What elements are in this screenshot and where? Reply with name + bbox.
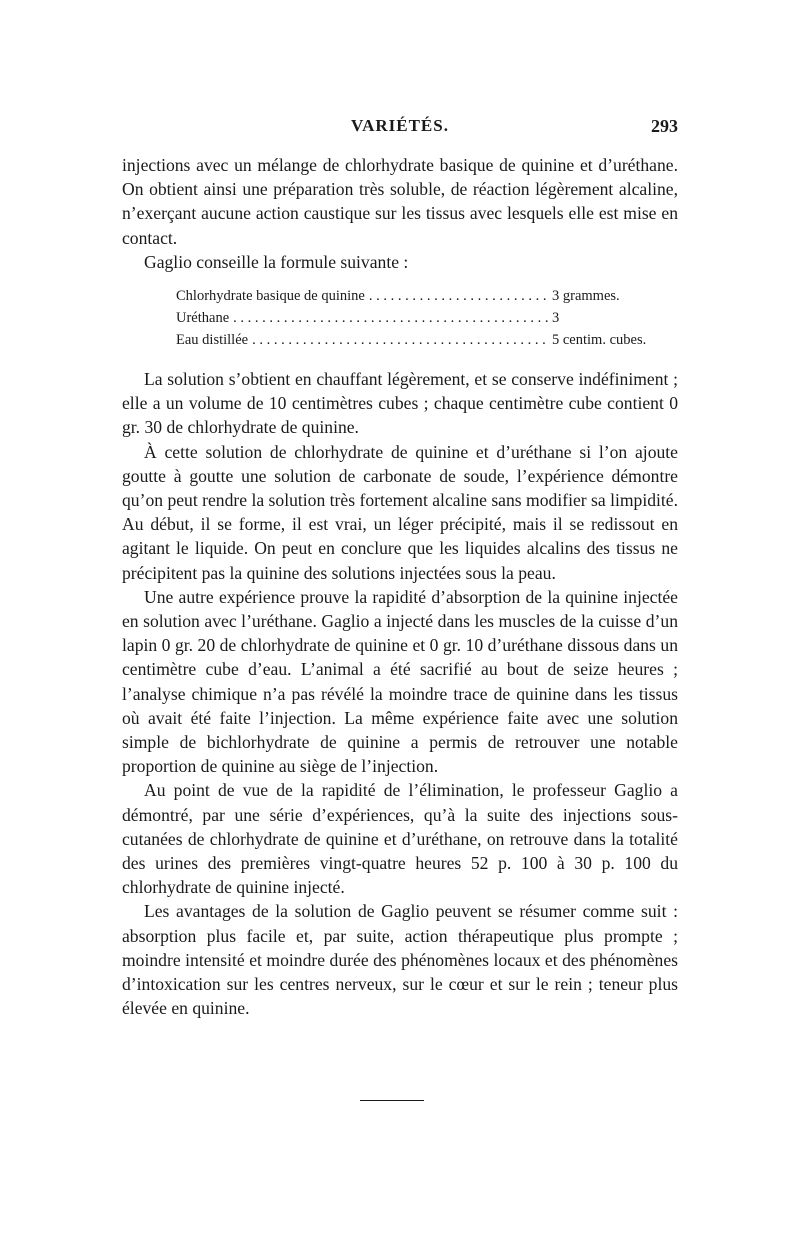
formula-quantity: 3 grammes. [552, 288, 620, 305]
page-number: 293 [651, 116, 678, 136]
formula-ingredient: Chlorhydrate basique de quinine [176, 288, 365, 305]
dot-leader [233, 307, 548, 329]
paragraph: Une autre expérience prouve la rapidité d’absorption de la quinine injectée en solution avec l’uréthane. Gaglio a injecté dans les muscles de la cuisse d’un lapin 0 gr. 20 de chlorhydrate de quinine et 0 gr. 10 d’uréthane dissous dans un centimètre cube d’eau. L’animal a été sacrifié au bout de seize heures ; l’analyse chimique n’a pas révélé la moindre trace de quinine dans les tissus où avait été faite l’injection. La même expérience faite avec une solution simple de bichlorhydrate de quinine a permis de retrouver une notable proportion de quinine au siège de l’injection. [122, 586, 678, 777]
paragraph-formula-intro: Gaglio conseille la formule suivante : [144, 251, 409, 272]
formula-row [176, 329, 660, 351]
paragraph: La solution s’obtient en chauffant légèrement, et se conserve indéfiniment ; elle a un volume de 10 centimètres cubes ; chaque centimètre cube contient 0 gr. 30 de chlorhydrate de quinine. [122, 369, 678, 438]
formula-quantity: 3 [552, 310, 560, 327]
page-header [122, 116, 678, 142]
dot-leader [369, 285, 548, 307]
dot-leader [252, 329, 548, 351]
formula-row [176, 307, 660, 329]
formula-ingredient: Uréthane [176, 310, 230, 327]
formula-ingredient: Eau distillée [176, 332, 249, 349]
running-title: VARIÉTÉS. [351, 116, 449, 135]
paragraph: Les avantages de la solution de Gaglio peuvent se résumer comme suit : absorption plus facile et, par suite, action thérapeutique plus prompte ; moindre intensité et moindre durée des phénomènes locaux et des phénomènes d’intoxication sur les centres nerveux, sur le cœur et sur le rein ; teneur plus élevée en quinine. [122, 901, 678, 1019]
end-rule [360, 1100, 424, 1101]
body-text [122, 153, 678, 1021]
paragraph: Au point de vue de la rapidité de l’élimination, le professeur Gaglio a démontré, par une série d’expériences, qu’à la suite des injections sous-cutanées de chlorhydrate de quinine et d’uréthane, on retrouve dans la totalité des urines des premières vingt-quatre heures 52 p. 100 à 30 p. 100 du chlorhydrate de quinine injecté. [122, 780, 678, 898]
formula-row [176, 285, 660, 307]
paragraph: À cette solution de chlorhydrate de quinine et d’uréthane si l’on ajoute goutte à goutte une solution de carbonate de soude, l’expérience démontre qu’on peut rendre la solution très fortement alcaline sans modifier sa limpidité. Au début, il se forme, il est vrai, un léger précipité, mais il se redissout en agitant le liquide. On peut en conclure que les liquides alcalins des tissus ne précipitent pas la quinine des solutions injectées sous la peau. [122, 441, 678, 583]
formula-table [176, 285, 660, 351]
formula-quantity: 5 centim. cubes. [552, 332, 647, 349]
paragraph-continuation: injections avec un mélange de chlorhydrate basique de quinine et d’uréthane. On obtient ainsi une préparation très soluble, de réaction légèrement alcaline, n’exerçant aucune action caustique sur les tissus avec lesquels elle est mise en contact. [122, 155, 678, 248]
